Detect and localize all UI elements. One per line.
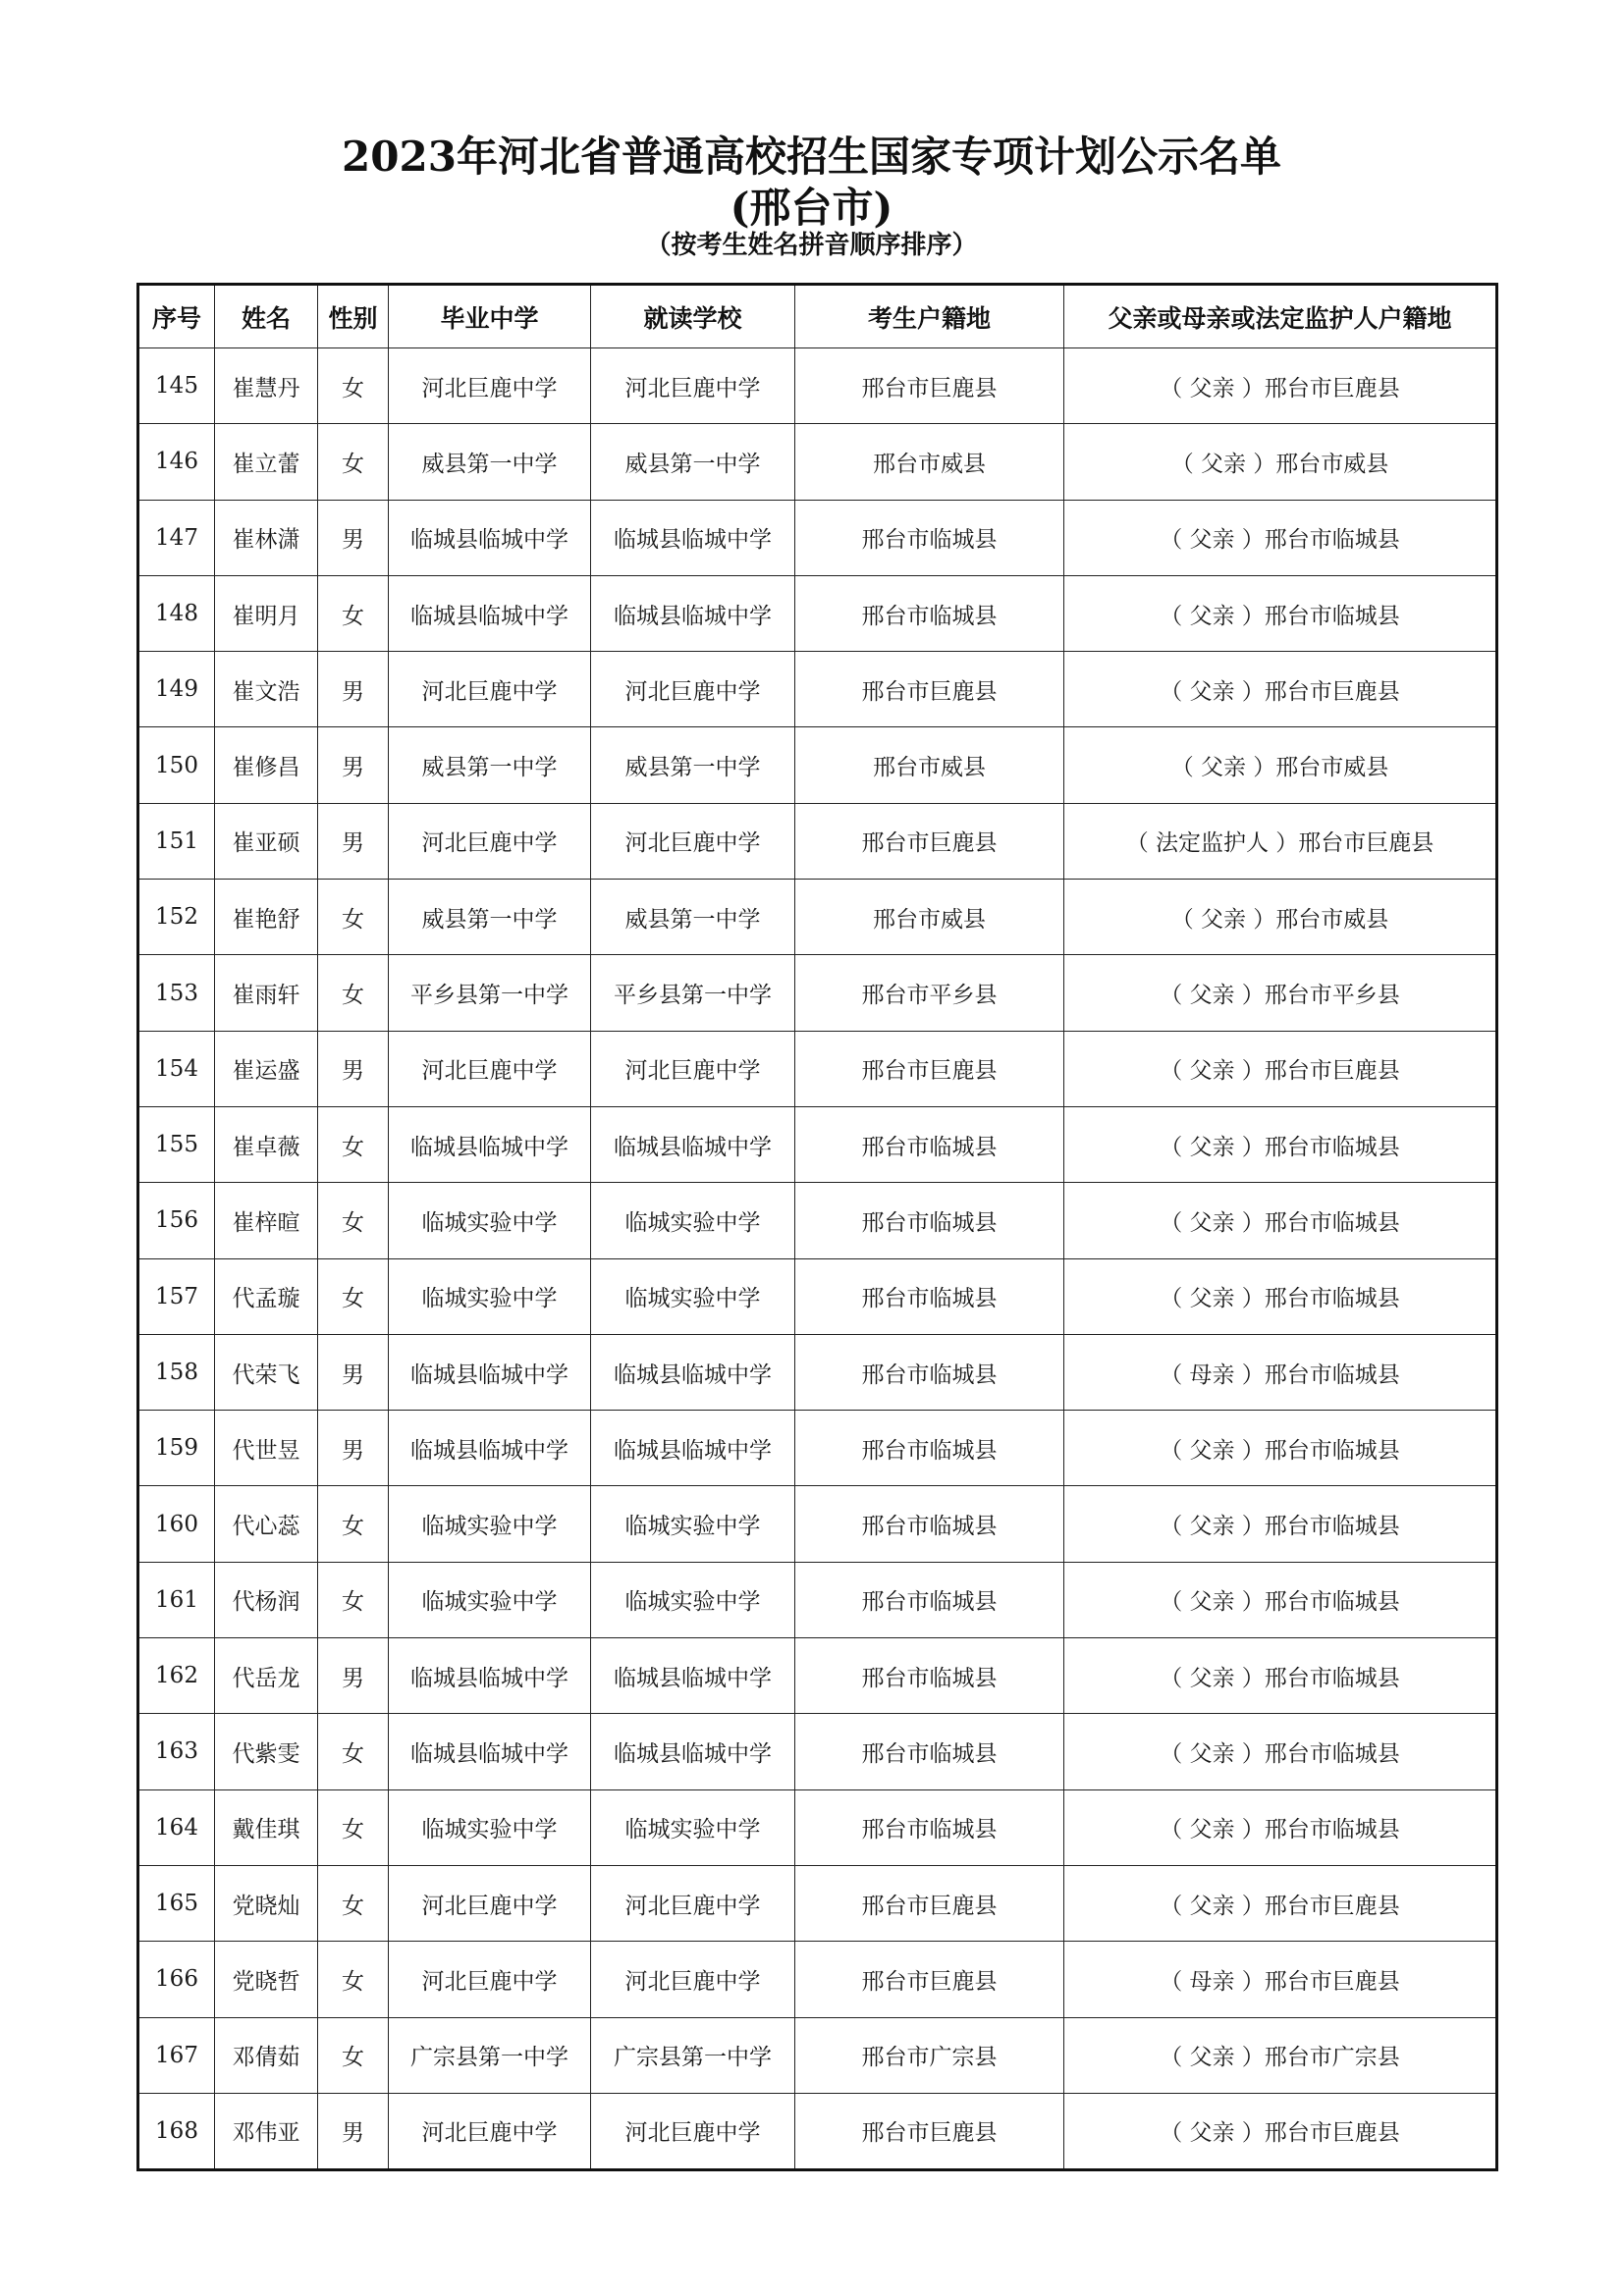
table-row — [138, 1638, 1497, 1714]
cell-name: 崔修昌 — [215, 727, 318, 803]
cell-grad-school: 临城实验中学 — [389, 1258, 591, 1334]
cell-guardian-residence: （ 法定监护人 ）邢台市巨鹿县 — [1064, 803, 1497, 879]
cell-residence: 邢台市威县 — [795, 424, 1064, 500]
cell-name: 崔亚硕 — [215, 803, 318, 879]
cell-school: 威县第一中学 — [591, 727, 795, 803]
cell-seq: 145 — [138, 348, 215, 424]
cell-guardian-residence: （ 父亲 ）邢台市巨鹿县 — [1064, 348, 1497, 424]
cell-gender: 女 — [318, 348, 389, 424]
cell-name: 党晓哲 — [215, 1942, 318, 2017]
cell-name: 代孟璇 — [215, 1258, 318, 1334]
cell-seq: 159 — [138, 1411, 215, 1486]
cell-seq: 150 — [138, 727, 215, 803]
table-header-row — [138, 285, 1497, 348]
cell-gender: 女 — [318, 1486, 389, 1562]
cell-name: 代心蕊 — [215, 1486, 318, 1562]
column-header-name: 姓名 — [215, 285, 318, 348]
cell-gender: 男 — [318, 2093, 389, 2169]
cell-residence: 邢台市临城县 — [795, 1714, 1064, 1789]
cell-name: 邓伟亚 — [215, 2093, 318, 2169]
cell-residence: 邢台市临城县 — [795, 500, 1064, 575]
cell-guardian-residence: （ 父亲 ）邢台市巨鹿县 — [1064, 1865, 1497, 1941]
cell-grad-school: 河北巨鹿中学 — [389, 1942, 591, 2017]
cell-name: 代岳龙 — [215, 1638, 318, 1714]
page-title: 2023年河北省普通高校招生国家专项计划公示名单 — [342, 133, 1281, 181]
column-header-guardian-residence: 父亲或母亲或法定监护人户籍地 — [1064, 285, 1497, 348]
cell-gender: 女 — [318, 955, 389, 1031]
cell-residence: 邢台市巨鹿县 — [795, 1942, 1064, 2017]
table-row — [138, 1334, 1497, 1410]
cell-residence: 邢台市巨鹿县 — [795, 348, 1064, 424]
column-header-gender: 性别 — [318, 285, 389, 348]
cell-seq: 154 — [138, 1031, 215, 1106]
cell-gender: 男 — [318, 1411, 389, 1486]
table-row — [138, 652, 1497, 727]
table-row — [138, 955, 1497, 1031]
cell-school: 临城县临城中学 — [591, 1106, 795, 1182]
cell-gender: 男 — [318, 652, 389, 727]
cell-grad-school: 临城县临城中学 — [389, 575, 591, 651]
cell-seq: 157 — [138, 1258, 215, 1334]
cell-residence: 邢台市巨鹿县 — [795, 1865, 1064, 1941]
cell-school: 广宗县第一中学 — [591, 2017, 795, 2093]
cell-school: 临城实验中学 — [591, 1258, 795, 1334]
cell-school: 临城县临城中学 — [591, 1638, 795, 1714]
cell-grad-school: 临城县临城中学 — [389, 1106, 591, 1182]
cell-residence: 邢台市广宗县 — [795, 2017, 1064, 2093]
cell-grad-school: 河北巨鹿中学 — [389, 2093, 591, 2169]
cell-gender: 女 — [318, 575, 389, 651]
cell-guardian-residence: （ 母亲 ）邢台市临城县 — [1064, 1334, 1497, 1410]
cell-guardian-residence: （ 父亲 ）邢台市临城县 — [1064, 500, 1497, 575]
cell-name: 崔明月 — [215, 575, 318, 651]
cell-guardian-residence: （ 父亲 ）邢台市平乡县 — [1064, 955, 1497, 1031]
cell-name: 崔林潇 — [215, 500, 318, 575]
cell-seq: 162 — [138, 1638, 215, 1714]
cell-grad-school: 河北巨鹿中学 — [389, 652, 591, 727]
cell-name: 代世昱 — [215, 1411, 318, 1486]
cell-name: 党晓灿 — [215, 1865, 318, 1941]
cell-gender: 女 — [318, 1106, 389, 1182]
cell-gender: 女 — [318, 1789, 389, 1865]
cell-gender: 女 — [318, 1183, 389, 1258]
table-row — [138, 348, 1497, 424]
cell-residence: 邢台市临城县 — [795, 1106, 1064, 1182]
cell-residence: 邢台市巨鹿县 — [795, 1031, 1064, 1106]
cell-residence: 邢台市临城县 — [795, 1638, 1064, 1714]
cell-seq: 149 — [138, 652, 215, 727]
cell-guardian-residence: （ 父亲 ）邢台市临城县 — [1064, 575, 1497, 651]
table-row — [138, 1183, 1497, 1258]
cell-residence: 邢台市临城县 — [795, 1562, 1064, 1637]
table-row — [138, 424, 1497, 500]
table-row — [138, 500, 1497, 575]
cell-seq: 167 — [138, 2017, 215, 2093]
table-row — [138, 727, 1497, 803]
cell-school: 临城实验中学 — [591, 1562, 795, 1637]
cell-seq: 166 — [138, 1942, 215, 2017]
cell-residence: 邢台市临城县 — [795, 1334, 1064, 1410]
cell-gender: 男 — [318, 803, 389, 879]
cell-school: 临城实验中学 — [591, 1183, 795, 1258]
cell-seq: 160 — [138, 1486, 215, 1562]
cell-school: 河北巨鹿中学 — [591, 1865, 795, 1941]
table-row — [138, 1106, 1497, 1182]
table-row — [138, 1411, 1497, 1486]
cell-residence: 邢台市威县 — [795, 727, 1064, 803]
cell-gender: 男 — [318, 1031, 389, 1106]
cell-gender: 男 — [318, 1334, 389, 1410]
cell-name: 代荣飞 — [215, 1334, 318, 1410]
table-row — [138, 1031, 1497, 1106]
cell-gender: 女 — [318, 1942, 389, 2017]
cell-school: 威县第一中学 — [591, 424, 795, 500]
cell-grad-school: 临城县临城中学 — [389, 1334, 591, 1410]
cell-seq: 156 — [138, 1183, 215, 1258]
cell-name: 崔慧丹 — [215, 348, 318, 424]
table-row — [138, 2093, 1497, 2169]
cell-residence: 邢台市临城县 — [795, 1486, 1064, 1562]
cell-guardian-residence: （ 父亲 ）邢台市临城县 — [1064, 1258, 1497, 1334]
cell-gender: 女 — [318, 2017, 389, 2093]
sort-note: （按考生姓名拼音顺序排序） — [645, 231, 978, 260]
cell-guardian-residence: （ 父亲 ）邢台市威县 — [1064, 880, 1497, 955]
cell-seq: 147 — [138, 500, 215, 575]
cell-gender: 男 — [318, 500, 389, 575]
cell-guardian-residence: （ 父亲 ）邢台市临城县 — [1064, 1486, 1497, 1562]
cell-name: 戴佳琪 — [215, 1789, 318, 1865]
cell-gender: 女 — [318, 1258, 389, 1334]
cell-grad-school: 临城实验中学 — [389, 1562, 591, 1637]
cell-name: 崔立蕾 — [215, 424, 318, 500]
cell-guardian-residence: （ 父亲 ）邢台市巨鹿县 — [1064, 2093, 1497, 2169]
cell-seq: 151 — [138, 803, 215, 879]
cell-guardian-residence: （ 父亲 ）邢台市广宗县 — [1064, 2017, 1497, 2093]
cell-name: 崔艳舒 — [215, 880, 318, 955]
cell-school: 平乡县第一中学 — [591, 955, 795, 1031]
cell-grad-school: 广宗县第一中学 — [389, 2017, 591, 2093]
cell-guardian-residence: （ 父亲 ）邢台市临城县 — [1064, 1183, 1497, 1258]
cell-gender: 男 — [318, 727, 389, 803]
cell-seq: 152 — [138, 880, 215, 955]
cell-gender: 女 — [318, 1865, 389, 1941]
cell-gender: 女 — [318, 424, 389, 500]
cell-seq: 168 — [138, 2093, 215, 2169]
table-row — [138, 880, 1497, 955]
cell-school: 临城县临城中学 — [591, 500, 795, 575]
cell-seq: 155 — [138, 1106, 215, 1182]
cell-school: 河北巨鹿中学 — [591, 652, 795, 727]
cell-guardian-residence: （ 父亲 ）邢台市临城县 — [1064, 1638, 1497, 1714]
table-body — [138, 348, 1497, 2170]
cell-grad-school: 河北巨鹿中学 — [389, 803, 591, 879]
cell-grad-school: 平乡县第一中学 — [389, 955, 591, 1031]
cell-gender: 女 — [318, 1562, 389, 1637]
cell-guardian-residence: （ 父亲 ）邢台市临城县 — [1064, 1714, 1497, 1789]
cell-guardian-residence: （ 父亲 ）邢台市临城县 — [1064, 1789, 1497, 1865]
cell-grad-school: 临城县临城中学 — [389, 1714, 591, 1789]
table-row — [138, 1258, 1497, 1334]
column-header-school: 就读学校 — [591, 285, 795, 348]
cell-grad-school: 威县第一中学 — [389, 727, 591, 803]
cell-grad-school: 临城县临城中学 — [389, 1411, 591, 1486]
column-header-grad-school: 毕业中学 — [389, 285, 591, 348]
cell-seq: 163 — [138, 1714, 215, 1789]
cell-residence: 邢台市临城县 — [795, 1258, 1064, 1334]
cell-seq: 165 — [138, 1865, 215, 1941]
cell-residence: 邢台市平乡县 — [795, 955, 1064, 1031]
cell-gender: 女 — [318, 1714, 389, 1789]
cell-seq: 153 — [138, 955, 215, 1031]
table-row — [138, 1714, 1497, 1789]
cell-residence: 邢台市临城县 — [795, 1789, 1064, 1865]
cell-school: 河北巨鹿中学 — [591, 2093, 795, 2169]
cell-residence: 邢台市临城县 — [795, 1183, 1064, 1258]
cell-guardian-residence: （ 母亲 ）邢台市巨鹿县 — [1064, 1942, 1497, 2017]
cell-guardian-residence: （ 父亲 ）邢台市临城县 — [1064, 1106, 1497, 1182]
cell-school: 河北巨鹿中学 — [591, 348, 795, 424]
cell-name: 崔卓薇 — [215, 1106, 318, 1182]
cell-residence: 邢台市巨鹿县 — [795, 2093, 1064, 2169]
table-row — [138, 1865, 1497, 1941]
table-row — [138, 803, 1497, 879]
cell-grad-school: 临城实验中学 — [389, 1486, 591, 1562]
cell-grad-school: 河北巨鹿中学 — [389, 1031, 591, 1106]
cell-name: 崔文浩 — [215, 652, 318, 727]
cell-residence: 邢台市巨鹿县 — [795, 652, 1064, 727]
cell-grad-school: 临城实验中学 — [389, 1183, 591, 1258]
cell-grad-school: 临城实验中学 — [389, 1789, 591, 1865]
cell-seq: 148 — [138, 575, 215, 651]
cell-school: 威县第一中学 — [591, 880, 795, 955]
cell-grad-school: 河北巨鹿中学 — [389, 348, 591, 424]
cell-name: 崔运盛 — [215, 1031, 318, 1106]
cell-residence: 邢台市巨鹿县 — [795, 803, 1064, 879]
cell-school: 临城实验中学 — [591, 1789, 795, 1865]
cell-school: 临城实验中学 — [591, 1486, 795, 1562]
cell-guardian-residence: （ 父亲 ）邢台市威县 — [1064, 424, 1497, 500]
cell-seq: 146 — [138, 424, 215, 500]
cell-gender: 男 — [318, 1638, 389, 1714]
cell-school: 临城县临城中学 — [591, 575, 795, 651]
roster-table — [136, 283, 1498, 2171]
cell-grad-school: 临城县临城中学 — [389, 1638, 591, 1714]
cell-grad-school: 河北巨鹿中学 — [389, 1865, 591, 1941]
cell-name: 崔雨轩 — [215, 955, 318, 1031]
cell-gender: 女 — [318, 880, 389, 955]
cell-residence: 邢台市威县 — [795, 880, 1064, 955]
table-row — [138, 1486, 1497, 1562]
table-row — [138, 1789, 1497, 1865]
cell-grad-school: 临城县临城中学 — [389, 500, 591, 575]
cell-name: 代紫雯 — [215, 1714, 318, 1789]
table-row — [138, 1562, 1497, 1637]
cell-school: 河北巨鹿中学 — [591, 803, 795, 879]
cell-guardian-residence: （ 父亲 ）邢台市巨鹿县 — [1064, 652, 1497, 727]
cell-grad-school: 威县第一中学 — [389, 424, 591, 500]
cell-guardian-residence: （ 父亲 ）邢台市巨鹿县 — [1064, 1031, 1497, 1106]
cell-school: 临城县临城中学 — [591, 1411, 795, 1486]
cell-school: 河北巨鹿中学 — [591, 1031, 795, 1106]
cell-grad-school: 威县第一中学 — [389, 880, 591, 955]
column-header-residence: 考生户籍地 — [795, 285, 1064, 348]
cell-seq: 164 — [138, 1789, 215, 1865]
cell-school: 临城县临城中学 — [591, 1334, 795, 1410]
cell-name: 邓倩茹 — [215, 2017, 318, 2093]
cell-seq: 161 — [138, 1562, 215, 1637]
table-row — [138, 1942, 1497, 2017]
cell-residence: 邢台市临城县 — [795, 575, 1064, 651]
cell-school: 河北巨鹿中学 — [591, 1942, 795, 2017]
cell-guardian-residence: （ 父亲 ）邢台市威县 — [1064, 727, 1497, 803]
cell-name: 崔梓暄 — [215, 1183, 318, 1258]
table-row — [138, 2017, 1497, 2093]
cell-name: 代杨润 — [215, 1562, 318, 1637]
column-header-seq: 序号 — [138, 285, 215, 348]
cell-guardian-residence: （ 父亲 ）邢台市临城县 — [1064, 1562, 1497, 1637]
cell-guardian-residence: （ 父亲 ）邢台市临城县 — [1064, 1411, 1497, 1486]
table-row — [138, 575, 1497, 651]
cell-residence: 邢台市临城县 — [795, 1411, 1064, 1486]
page-subtitle: (邢台市) — [730, 184, 893, 232]
cell-seq: 158 — [138, 1334, 215, 1410]
cell-school: 临城县临城中学 — [591, 1714, 795, 1789]
